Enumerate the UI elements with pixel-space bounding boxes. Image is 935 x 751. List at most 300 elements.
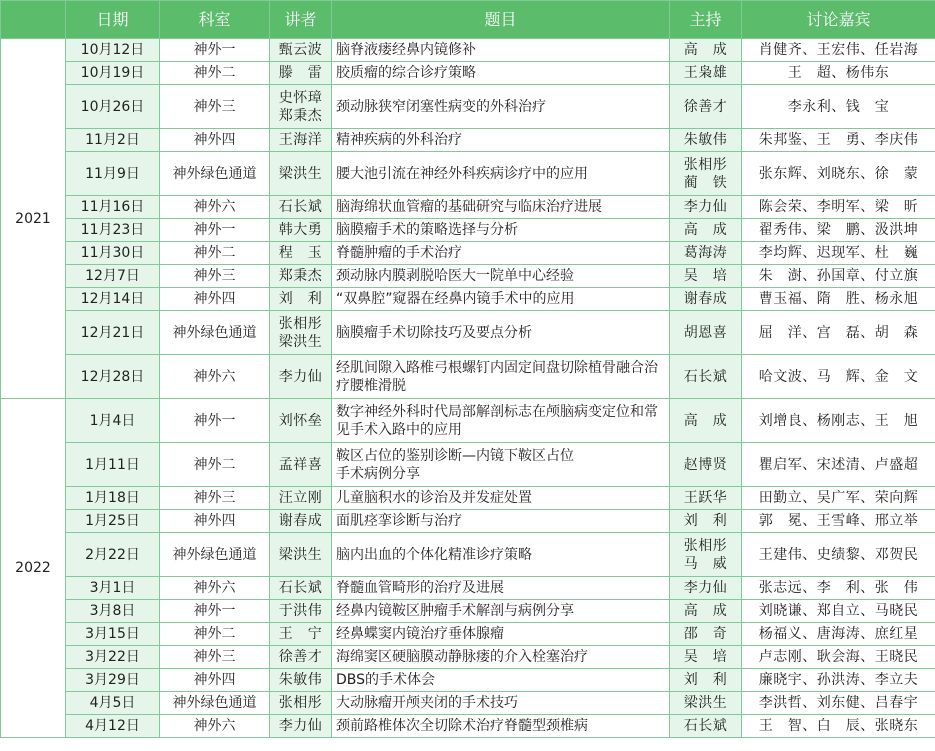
guests-cell [742, 577, 935, 600]
date-cell [66, 443, 160, 487]
date-cell [66, 242, 160, 265]
dept-cell [160, 242, 270, 265]
dept-cell [160, 355, 270, 399]
host-cell [670, 39, 742, 62]
speaker-text: 程 玉 [278, 245, 323, 261]
year-cell: 2022 [1, 399, 66, 738]
guests-cell [742, 443, 935, 487]
host-cell [670, 242, 742, 265]
header-dept: 科室 [160, 1, 270, 39]
topic-cell [332, 600, 670, 623]
dept-text: 神外二 [193, 456, 236, 473]
speaker-text: 徐善才 [278, 649, 323, 665]
guests-cell [742, 355, 935, 399]
speaker-cell [270, 623, 332, 646]
guests-text: 李均辉、迟现军、杜 巍 [758, 245, 919, 261]
dept-cell [160, 288, 270, 311]
table-row [1, 355, 935, 399]
topic-cell [332, 265, 670, 288]
header-speaker: 讲者 [270, 1, 332, 39]
guests-text: 王 超、杨伟东 [787, 65, 890, 81]
topic-text: 颈动脉狭窄闭塞性病变的外科治疗 [336, 98, 546, 115]
guests-text: 翟秀伟、梁 鹏、汲洪坤 [758, 222, 919, 238]
header-host: 主持 [670, 1, 742, 39]
topic-text: 脊髓肿瘤的手术治疗 [336, 245, 462, 261]
date-cell [66, 399, 160, 443]
table-row [1, 62, 935, 85]
table-row [1, 219, 935, 242]
speaker-cell [270, 355, 332, 399]
date-cell [66, 692, 160, 715]
host-text: 张相彤 蔺 铁 [683, 156, 728, 191]
dept-text: 神外六 [193, 368, 236, 385]
speaker-text: 梁洪生 [278, 165, 323, 182]
topic-cell [332, 62, 670, 85]
topic-cell [332, 196, 670, 219]
table-row [1, 85, 935, 129]
guests-text: 朱邦鉴、王 勇、李庆伟 [758, 132, 919, 148]
date-text: 1月25日 [85, 513, 140, 529]
speaker-text: 滕 雷 [278, 65, 323, 81]
date-text: 3月15日 [85, 626, 140, 642]
guests-cell [742, 196, 935, 219]
host-cell [670, 85, 742, 129]
table-row [1, 443, 935, 487]
date-text: 4月5日 [89, 695, 136, 711]
date-text: 10月26日 [80, 98, 145, 115]
dept-text: 神外一 [193, 412, 236, 429]
host-text: 王跃华 [683, 490, 728, 506]
guests-text: 郭 冕、王雪峰、邢立举 [758, 513, 919, 529]
table-row [1, 715, 935, 738]
topic-cell [332, 487, 670, 510]
guests-cell [742, 39, 935, 62]
dept-text: 神外一 [193, 603, 236, 619]
date-cell [66, 196, 160, 219]
speaker-text: 孟祥喜 [278, 456, 323, 473]
guests-cell [742, 669, 935, 692]
date-cell [66, 265, 160, 288]
dept-cell [160, 669, 270, 692]
topic-cell [332, 533, 670, 577]
speaker-cell [270, 577, 332, 600]
table-row [1, 692, 935, 715]
date-text: 4月12日 [85, 718, 140, 734]
speaker-text: 石长斌 [278, 580, 323, 596]
host-cell [670, 669, 742, 692]
dept-text: 神外四 [193, 291, 236, 307]
date-cell [66, 669, 160, 692]
topic-text: 经鼻内镜鞍区肿瘤手术解剖与病例分享 [336, 603, 574, 619]
topic-cell [332, 715, 670, 738]
speaker-cell [270, 39, 332, 62]
dept-text: 神外三 [193, 649, 236, 665]
dept-text: 神外二 [193, 626, 236, 642]
topic-cell [332, 152, 670, 196]
speaker-text: 梁洪生 [278, 546, 323, 563]
host-text: 吴 培 [683, 268, 728, 284]
host-text: 石长斌 [683, 368, 728, 385]
table-row [1, 288, 935, 311]
topic-text: 精神疾病的外科治疗 [336, 132, 462, 148]
speaker-cell [270, 443, 332, 487]
dept-text: 神外一 [193, 222, 236, 238]
dept-cell [160, 219, 270, 242]
speaker-cell [270, 152, 332, 196]
guests-cell [742, 692, 935, 715]
topic-cell [332, 39, 670, 62]
date-cell [66, 129, 160, 152]
speaker-cell [270, 129, 332, 152]
dept-cell [160, 129, 270, 152]
host-text: 徐善才 [683, 98, 728, 115]
guests-cell [742, 62, 935, 85]
date-text: 2月22日 [85, 546, 140, 563]
speaker-text: 石长斌 [278, 199, 323, 215]
host-text: 高 成 [683, 603, 728, 619]
date-text: 12月14日 [80, 291, 145, 307]
host-text: 吴 培 [683, 649, 728, 665]
dept-text: 神外四 [193, 132, 236, 148]
topic-cell [332, 646, 670, 669]
speaker-cell [270, 219, 332, 242]
host-cell [670, 510, 742, 533]
host-text: 王枭雄 [683, 65, 728, 81]
guests-text: 田勤立、吴广军、荣向辉 [758, 490, 919, 506]
header-date: 日期 [66, 1, 160, 39]
dept-cell [160, 533, 270, 577]
guests-text: 朱 澍、孙国章、付立旗 [758, 268, 919, 284]
topic-text: 胶质瘤的综合诊疗策略 [336, 65, 476, 81]
table-row [1, 510, 935, 533]
speaker-text: 张相彤 [278, 695, 323, 711]
table-row [1, 265, 935, 288]
date-text: 3月8日 [89, 603, 136, 619]
host-cell [670, 692, 742, 715]
dept-cell [160, 510, 270, 533]
host-cell [670, 152, 742, 196]
host-text: 刘 利 [683, 513, 728, 529]
host-cell [670, 600, 742, 623]
topic-text: 海绵窦区硬脑膜动静脉瘘的介入栓塞治疗 [336, 649, 588, 665]
speaker-cell [270, 85, 332, 129]
dept-text: 神外六 [193, 580, 236, 596]
host-text: 高 成 [683, 42, 728, 58]
speaker-text: 刘 利 [278, 291, 323, 307]
date-text: 3月29日 [85, 672, 140, 688]
guests-text: 王 智、白 辰、张晓东 [758, 718, 919, 734]
topic-cell [332, 219, 670, 242]
table-row [1, 399, 935, 443]
host-cell [670, 62, 742, 85]
speaker-cell [270, 533, 332, 577]
dept-cell [160, 85, 270, 129]
date-cell [66, 577, 160, 600]
host-cell [670, 129, 742, 152]
guests-cell [742, 85, 935, 129]
dept-cell [160, 399, 270, 443]
date-text: 11月16日 [80, 199, 145, 215]
topic-text: 腰大池引流在神经外科疾病诊疗中的应用 [336, 165, 588, 182]
speaker-text: 于洪伟 [278, 603, 323, 619]
topic-text: 数字神经外科时代局部解剖标志在颅脑病变定位和常见手术入路中的应用 [336, 403, 658, 438]
dept-text: 神外绿色通道 [172, 324, 257, 341]
topic-text: 经肌间隙入路椎弓根螺钉内固定间盘切除植骨融合治疗腰椎滑脱 [336, 359, 658, 394]
table-row [1, 311, 935, 355]
date-cell [66, 62, 160, 85]
host-text: 邵 奇 [683, 626, 728, 642]
date-cell [66, 355, 160, 399]
speaker-cell [270, 242, 332, 265]
guests-text: 陈会荣、李明军、梁 昕 [758, 199, 919, 215]
topic-cell [332, 288, 670, 311]
dept-text: 神外六 [193, 718, 236, 734]
table-row [1, 623, 935, 646]
date-text: 3月22日 [85, 649, 140, 665]
dept-text: 神外绿色通道 [172, 695, 257, 711]
speaker-text: 史怀璋 郑秉杰 [278, 89, 323, 124]
speaker-cell [270, 399, 332, 443]
guests-cell [742, 533, 935, 577]
guests-cell [742, 311, 935, 355]
guests-text: 刘增良、杨刚志、王 旭 [758, 412, 919, 429]
guests-text: 王建伟、史绩黎、邓贺民 [758, 546, 919, 563]
speaker-cell [270, 487, 332, 510]
date-cell [66, 715, 160, 738]
dept-cell [160, 623, 270, 646]
host-text: 石长斌 [683, 718, 728, 734]
dept-cell [160, 715, 270, 738]
speaker-text: 韩大勇 [278, 222, 323, 238]
dept-text: 神外一 [193, 42, 236, 58]
host-text: 葛海涛 [683, 245, 728, 261]
dept-text: 神外四 [193, 672, 236, 688]
host-cell [670, 196, 742, 219]
guests-cell [742, 646, 935, 669]
speaker-text: 郑秉杰 [278, 268, 323, 284]
host-cell [670, 355, 742, 399]
date-text: 1月11日 [85, 456, 140, 473]
topic-text: 面肌痉挛诊断与治疗 [336, 513, 462, 529]
dept-text: 神外绿色通道 [172, 165, 257, 182]
date-cell [66, 85, 160, 129]
speaker-text: 谢春成 [278, 513, 323, 529]
guests-cell [742, 242, 935, 265]
date-cell [66, 623, 160, 646]
date-text: 12月28日 [80, 368, 145, 385]
date-text: 10月19日 [80, 65, 145, 81]
topic-cell [332, 355, 670, 399]
table-row [1, 129, 935, 152]
table-row [1, 39, 935, 62]
speaker-cell [270, 646, 332, 669]
host-text: 谢春成 [683, 291, 728, 307]
table-row [1, 533, 935, 577]
guests-text: 李洪哲、刘东健、吕春宇 [758, 695, 919, 711]
host-text: 胡恩喜 [683, 324, 728, 341]
table-row [1, 152, 935, 196]
topic-text: 颈动脉内膜剥脱哈医大一院单中心经验 [336, 268, 574, 284]
dept-cell [160, 646, 270, 669]
dept-text: 神外六 [193, 199, 236, 215]
date-text: 12月21日 [80, 324, 145, 341]
host-cell [670, 443, 742, 487]
dept-cell [160, 600, 270, 623]
topic-cell [332, 399, 670, 443]
speaker-cell [270, 62, 332, 85]
host-cell [670, 219, 742, 242]
guests-text: 杨福义、唐海涛、庶红星 [758, 626, 919, 642]
date-text: 1月18日 [85, 490, 140, 506]
topic-text: 大动脉瘤开颅夹闭的手术技巧 [336, 695, 518, 711]
topic-text: 脑膜瘤手术切除技巧及要点分析 [336, 324, 532, 341]
table-row [1, 577, 935, 600]
host-cell [670, 646, 742, 669]
host-cell [670, 288, 742, 311]
speaker-text: 李力仙 [278, 368, 323, 385]
dept-text: 神外三 [193, 490, 236, 506]
topic-text: 脑海绵状血管瘤的基础研究与临床治疗进展 [336, 199, 602, 215]
date-text: 1月4日 [89, 412, 136, 429]
guests-cell [742, 510, 935, 533]
host-text: 高 成 [683, 412, 728, 429]
dept-text: 神外三 [193, 98, 236, 115]
topic-cell [332, 242, 670, 265]
date-text: 11月2日 [85, 132, 140, 148]
topic-text: 脑膜瘤手术的策略选择与分析 [336, 222, 518, 238]
speaker-text: 汪立刚 [278, 490, 323, 506]
speaker-cell [270, 196, 332, 219]
dept-text: 神外绿色通道 [172, 546, 257, 563]
date-cell [66, 219, 160, 242]
dept-cell [160, 152, 270, 196]
date-cell [66, 152, 160, 196]
speaker-text: 甄云波 [278, 42, 323, 58]
date-cell [66, 288, 160, 311]
speaker-cell [270, 510, 332, 533]
guests-text: 哈文波、马 辉、金 文 [758, 368, 919, 385]
header-guests: 讨论嘉宾 [742, 1, 935, 39]
topic-cell [332, 129, 670, 152]
dept-text: 神外二 [193, 245, 236, 261]
date-cell [66, 646, 160, 669]
dept-cell [160, 311, 270, 355]
table-row [1, 242, 935, 265]
topic-cell [332, 623, 670, 646]
guests-cell [742, 152, 935, 196]
date-cell [66, 600, 160, 623]
date-text: 11月30日 [80, 245, 145, 261]
host-text: 朱敏伟 [683, 132, 728, 148]
host-cell [670, 533, 742, 577]
guests-cell [742, 715, 935, 738]
speaker-text: 刘怀垒 [278, 412, 323, 429]
speaker-cell [270, 311, 332, 355]
speaker-text: 朱敏伟 [278, 672, 323, 688]
topic-text: 脑脊液瘘经鼻内镜修补 [336, 42, 476, 58]
host-text: 刘 利 [683, 672, 728, 688]
dept-text: 神外三 [193, 268, 236, 284]
guests-text: 刘晓谦、郑自立、马晓民 [758, 603, 919, 619]
date-cell [66, 510, 160, 533]
speaker-text: 张相彤 梁洪生 [278, 315, 323, 350]
topic-cell [332, 692, 670, 715]
guests-cell [742, 288, 935, 311]
host-text: 李力仙 [683, 199, 728, 215]
header-topic: 题目 [332, 1, 670, 39]
guests-text: 张东辉、刘晓东、徐 蒙 [758, 165, 919, 182]
host-cell [670, 577, 742, 600]
host-cell [670, 715, 742, 738]
table-row [1, 646, 935, 669]
speaker-text: 王海洋 [278, 132, 323, 148]
date-cell [66, 39, 160, 62]
speaker-text: 王 宁 [278, 626, 323, 642]
guests-text: 张志远、李 利、张 伟 [758, 580, 919, 596]
host-text: 赵博贤 [683, 456, 728, 473]
table-row [1, 487, 935, 510]
host-cell [670, 399, 742, 443]
table-body [1, 39, 935, 738]
speaker-cell [270, 669, 332, 692]
year-cell: 2021 [1, 39, 66, 399]
host-text: 李力仙 [683, 580, 728, 596]
dept-cell [160, 196, 270, 219]
dept-cell [160, 62, 270, 85]
date-text: 3月1日 [89, 580, 136, 596]
topic-cell [332, 577, 670, 600]
table-row [1, 600, 935, 623]
guests-cell [742, 487, 935, 510]
topic-text: 儿童脑积水的诊治及并发症处置 [336, 490, 532, 506]
topic-cell [332, 510, 670, 533]
date-cell [66, 533, 160, 577]
guests-text: 卢志刚、耿会海、王晓民 [758, 649, 919, 665]
host-cell [670, 487, 742, 510]
guests-text: 李永利、钱 宝 [787, 98, 890, 115]
date-text: 11月9日 [85, 165, 140, 182]
guests-cell [742, 219, 935, 242]
topic-text: 颈前路椎体次全切除术治疗脊髓型颈椎病 [336, 718, 588, 734]
dept-cell [160, 265, 270, 288]
guests-text: 肖健齐、王宏伟、任岩海 [758, 42, 919, 58]
date-text: 12月7日 [85, 268, 140, 284]
speaker-cell [270, 692, 332, 715]
date-cell [66, 311, 160, 355]
header-row [1, 1, 935, 39]
dept-cell [160, 692, 270, 715]
topic-cell [332, 311, 670, 355]
topic-text: DBS的手术体会 [336, 672, 436, 688]
table-row [1, 196, 935, 219]
host-cell [670, 311, 742, 355]
speaker-cell [270, 288, 332, 311]
guests-cell [742, 623, 935, 646]
speaker-text: 李力仙 [278, 718, 323, 734]
date-text: 10月12日 [80, 42, 145, 58]
dept-text: 神外四 [193, 513, 236, 529]
host-text: 梁洪生 [683, 695, 728, 711]
date-text: 11月23日 [80, 222, 145, 238]
topic-text: “双鼻腔”窥器在经鼻内镜手术中的应用 [336, 291, 575, 307]
speaker-cell [270, 600, 332, 623]
guests-text: 曹玉福、隋 胜、杨永旭 [758, 291, 919, 307]
date-cell [66, 487, 160, 510]
guests-text: 瞿启军、宋述清、卢盛超 [758, 456, 919, 473]
dept-cell [160, 577, 270, 600]
guests-cell [742, 265, 935, 288]
speaker-cell [270, 715, 332, 738]
